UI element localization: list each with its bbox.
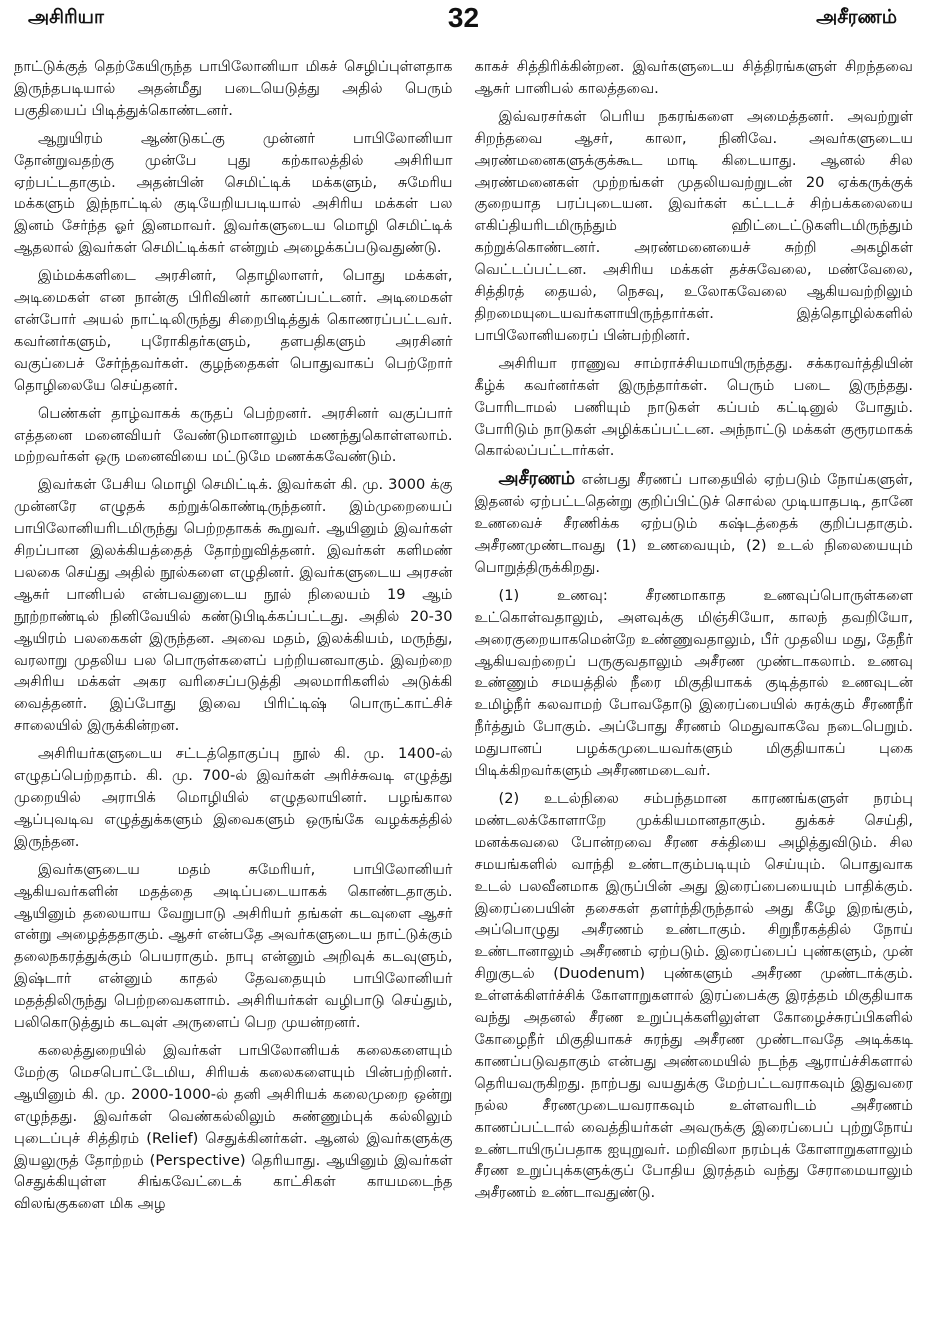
paragraph: இவர்கள் பேசிய மொழி செமிட்டிக். இவர்கள் கி. மு. 3000 க்கு முன்னரே எழுதக் கற்றுக்கொண்டிருந்தனர். இம்முறையைப் பாபிலோனியரிடமிருந்து பெற்றதாகக் கூறுவர். ஆயினும் இவர்கள் சிறப்பான இலக்கியத்தைத் தோற்றுவித்தனர். இவர்கள் களிமண் பலகை செய்து அதில் நூல்களை எழுதினர். இவர்களுடைய அரசன் ஆசுர் பானிபல் என்பவனுடைய நூல் நிலையம் 19 ஆம் நூற்றாண்டில் நினிவேயில் கண்டுபிடிக்கப்பட்டது. அதில் 20-30 ஆயிரம் பலகைகள் இருந்தன. அவை மதம், இலக்கியம், மருந்து, வரலாறு முதலிய பல பொருள்களைப் பற்றியனவாகும். இவற்றை அசிரிய மக்கள் அகர வரிசைப்படுத்தி அலமாரிகளில் அடுக்கி வைத்தனர். இப்போது இவை பிரிட்டிஷ் பொருட்காட்சிச் சாலையில் இருக்கின்றன.	[14, 476, 453, 735]
paragraph: நாட்டுக்குத் தெற்கேயிருந்த பாபிலோனியா மிகச் செழிப்புள்ளதாக இருந்தபடியால் அதன்மீது படையெடுத்து அதில் பெரும் பகுதியைப் பிடித்துக்கொண்டனர்.	[14, 58, 453, 119]
left-running-head: அசிரியா	[28, 6, 104, 28]
entry-headword: அசீரணம்	[498, 468, 576, 490]
paragraph: கலைத்துறையில் இவர்கள் பாபிலோனியக் கலைகளையும் மேற்கு மெசபொட்டேமிய, சிரியக் கலைகளையும் பின்பற்றினர். ஆயினும் கி. மு. 2000-1000-ல் தனி அசிரியக் கலைமுறை ஒன்று எழுந்தது. இவர்கள் வெண்கல்லிலும் சுண்ணும்புக் கல்லிலும் புடைப்புச் சித்திரம் (Relief) செதுக்கினர்கள். ஆனல் இவர்களுக்கு இயலுருத் தோற்றம் (Perspective) தெரியாது. ஆயினும் இவர்கள் செதுக்கியுள்ள சிங்கவேட்டைக் காட்சிகள் காயமடைந்த விலங்குகளை மிக அழ	[14, 1041, 453, 1213]
paragraph: (2) உடல்நிலை சம்பந்தமான காரணங்களுள் நரம்பு மண்டலக்கோளாறே முக்கியமானதாகும். துக்கச் செய்தி, மனக்கவலை போன்றவை சீரண சக்தியை அழித்துவிடும். சில சமயங்களில் வாந்தி உண்டாகும்படியும் செய்யும். பொதுவாக உடல் பலவீனமாக இருப்பின் அது இரைப்பையையும் பாதிக்கும். இரைப்பையின் தசைகள் தளர்ந்திருந்தால் அது கீழே இறங்கும், அப்பொழுது அசீரணம் உண்டாகும். சிறுநீரகத்தில் நோய் உண்டானாலும் அசீரணம் ஏற்படும். இரைப்பைப் புண்களும், முன் சிறுகுடல் (Duodenum) புண்களும் அசீரண முண்டாக்கும். உள்ளக்கிளர்ச்சிக் கோளாறுகளால் இரப்பைக்கு இரத்தம் மிகுதியாக வந்து அதனல் சீரண உறுப்புக்களிலுள்ள கோழைச்சுரப்பிகளில் கோழைநீர் மிகுதியாகச் சுரந்து அசீரண முண்டாவதே அடிக்கடி காணப்படுவதாகும் என்பது அண்மையில் நடந்த ஆராய்ச்சிகளால் தெரியவருகிறது. நாற்பது வயதுக்கு மேற்பட்டவராகவும் இதுவரை நல்ல சீரணமுடையவராகவும் உள்ளவரிடம் அசீரணம் காணப்பட்டால் வைத்தியர்கள் அவருக்கு இரைப்பைப் புற்றுநோய் உண்டாயிருப்பதாக ஐயுறுவர். மறிவிலா நரம்புக் கோளாறுகளாலும் சீரண உறுப்புக்களுக்குப் போதிய இரத்தம் வந்து சேராமையாலும் அசீரணம் உண்டாவதுண்டு.	[474, 790, 913, 1202]
text-columns	[14, 56, 913, 1336]
paragraph: இவ்வரசர்கள் பெரிய நகரங்களை அமைத்தனர். அவற்றுள் சிறந்தவை ஆசர், காலா, நினிவே. அவர்களுடைய அரண்மனைகளுக்குக்கூட மாடி கிடையாது. ஆனல் சில அரண்மனைகள் முற்றங்கள் முதலியவற்றுடன் 20 ஏக்கருக்குக் குறையாத பரப்புடையன. இவர்கள் கட்டடச் சிற்பக்கலையை எகிப்தியரிடமிருந்தும் ஹிட்டைட்டுகளிடமிருந்தும் கற்றுக்கொண்டனர். அரண்மனையைச் சுற்றி அகழிகள் வெட்டப்பட்டன. அசிரிய மக்கள் தச்சுவேலை, மண்வேலை, சித்திரத் தையல், நெசவு, உலோகவேலை ஆகியவற்றிலும் திறமையுடையவர்களாயிருந்தார்கள். இத்தொழில்களில் பாபிலோனியரைப் பின்பற்றினர்.	[474, 107, 913, 344]
paragraph: இவர்களுடைய மதம் சுமேரியர், பாபிலோனியர் ஆகியவர்களின் மதத்தை அடிப்படையாகக் கொண்டதாகும். ஆயினும் தலையாய வேறுபாடு அசிரியர் தங்கள் கடவுளை ஆசர் என்று அழைத்ததாகும். ஆசர் என்பதே அவர்களுடைய நாட்டுக்கும் தலைநகரத்துக்கும் பெயராகும். நாபு என்னும் அறிவுக் கடவுளும், இஷ்டார் என்னும் காதல் தேவதையும் பாபிலோனியர் மதத்திலிருந்து பெற்றவைகளாம். அசிரியர்கள் வழிபாடு செய்தும், பலிகொடுத்தும் கடவுள் அருளைப் பெற முயன்றனர்.	[14, 860, 453, 1032]
paragraph: இம்மக்களிடை அரசினர், தொழிலாளர், பொது மக்கள், அடிமைகள் என நான்கு பிரிவினர் காணப்பட்டனர். அடிமைகள் என்போர் அயல் நாட்டிலிருந்து சிறைபிடித்துக் கொணரப்பட்டவர். கவர்னர்களும், புரோகிதர்களும், தளபதிகளும் அரசினர் வகுப்பைச் சேர்ந்தவர்கள். குழந்தைகள் பொதுவாகப் பெற்றோர் தொழிலையே செய்தனர்.	[14, 267, 453, 394]
paragraph: பெண்கள் தாழ்வாகக் கருதப் பெற்றனர். அரசினர் வகுப்பார் எத்தனை மனைவியர் வேண்டுமானாலும் மணந்துகொள்ளலாம். மற்றவர்கள் ஒரு மனைவியை மட்டுமே மணக்கவேண்டும்.	[14, 404, 453, 466]
paragraph: (1) உணவு: சீரணமாகாத உணவுப்பொருள்களை உட்கொள்வதாலும், அளவுக்கு மிஞ்சியோ, காலந் தவறியோ, அரைகுறையாகமென்றே உண்ணுவதாலும், பீர் முதலிய மது, தேநீர் ஆகியவற்றைப் பருகுவதாலும் அசீரண முண்டாகலாம். உணவு உண்ணும் சமயத்தில் நீரை மிகுதியாகக் குடித்தால் உணவுடன் உமிழ்நீர் கலவாமற் போவதோடு இரைப்பையில் சுரக்கும் சீரணநீர் நீர்த்தும் போகும். அப்போது சீரணம் மெதுவாகவே நடைபெறும். மதுபானப் பழக்கமுடையவர்களும் மிகுதியாகப் புகை பிடிக்கிறவர்களும் அசீரணமடைவர்.	[474, 586, 913, 780]
right-column	[475, 56, 914, 1336]
paragraph: ஆறுயிரம் ஆண்டுகட்கு முன்னர் பாபிலோனியா தோன்றுவதற்கு முன்பே புது கற்காலத்தில் அசிரியா ஏற்பட்டதாகும். அதன்பின் செமிட்டிக் மக்களும், சுமேரிய மக்களும் இந்நாட்டில் குடியேறியபடியால் அசிரிய மக்கள் பல இனம் சேர்ந்த ஓர் இனமாவர். இவர்களுடைய மொழி செமிட்டிக் ஆதலால் இவர்கள் செமிட்டிக்கர் என்றும் அழைக்கப்படுவதுண்டு.	[14, 129, 453, 257]
page-header	[14, 0, 913, 52]
right-running-head: அசீரணம்	[816, 6, 897, 28]
paragraph: அசிரியர்களுடைய சட்டத்தொகுப்பு நூல் கி. மு. 1400-ல் எழுதப்பெற்றதாம். கி. மு. 700-ல் இவர்கள் அரிச்சுவடி எழுத்து முறையில் அராபிக் மொழியில் எழுதலாயினர். பழங்கால ஆப்புவடிவ எழுத்துக்களும் இவைகளும் ஒருங்கே வழக்கத்தில் இருந்தன.	[14, 745, 453, 850]
entry-paragraph	[475, 468, 914, 579]
left-column	[14, 56, 453, 1336]
page-number: 32	[447, 2, 480, 33]
paragraph: அசிரியா ராணுவ சாம்ராச்சியமாயிருந்தது. சக்கரவர்த்தியின் கீழ்க் கவர்னர்கள் இருந்தார்கள். பெரும் படை இருந்தது. போரிடாமல் பணியும் நாடுகள் கப்பம் கட்டினுல் போதும். போரிடும் நாடுகள் அழிக்கப்பட்டன. அந்நாட்டு மக்கள் குரூரமாகக் கொல்லப்பட்டார்கள்.	[474, 354, 913, 460]
paragraph: காகச் சித்திரிக்கின்றன. இவர்களுடைய சித்திரங்களுள் சிறந்தவை ஆசுர் பானிபல் காலத்தவை.	[474, 58, 913, 97]
entry-intro: என்பது சீரணப் பாதையில் ஏற்படும் நோய்களுள், இதனல் ஏற்பட்டதென்று குறிப்பிட்டுச் சொல்ல முடியாதபடி, தானே உணவைச் சீரணிக்க ஏற்படும் கஷ்டத்தைக் குறிப்பதாகும். அசீரணமுண்டாவது (1) உணவையும், (2) உடல் நிலையையும் பொறுத்திருக்கிறது.	[474, 471, 913, 576]
